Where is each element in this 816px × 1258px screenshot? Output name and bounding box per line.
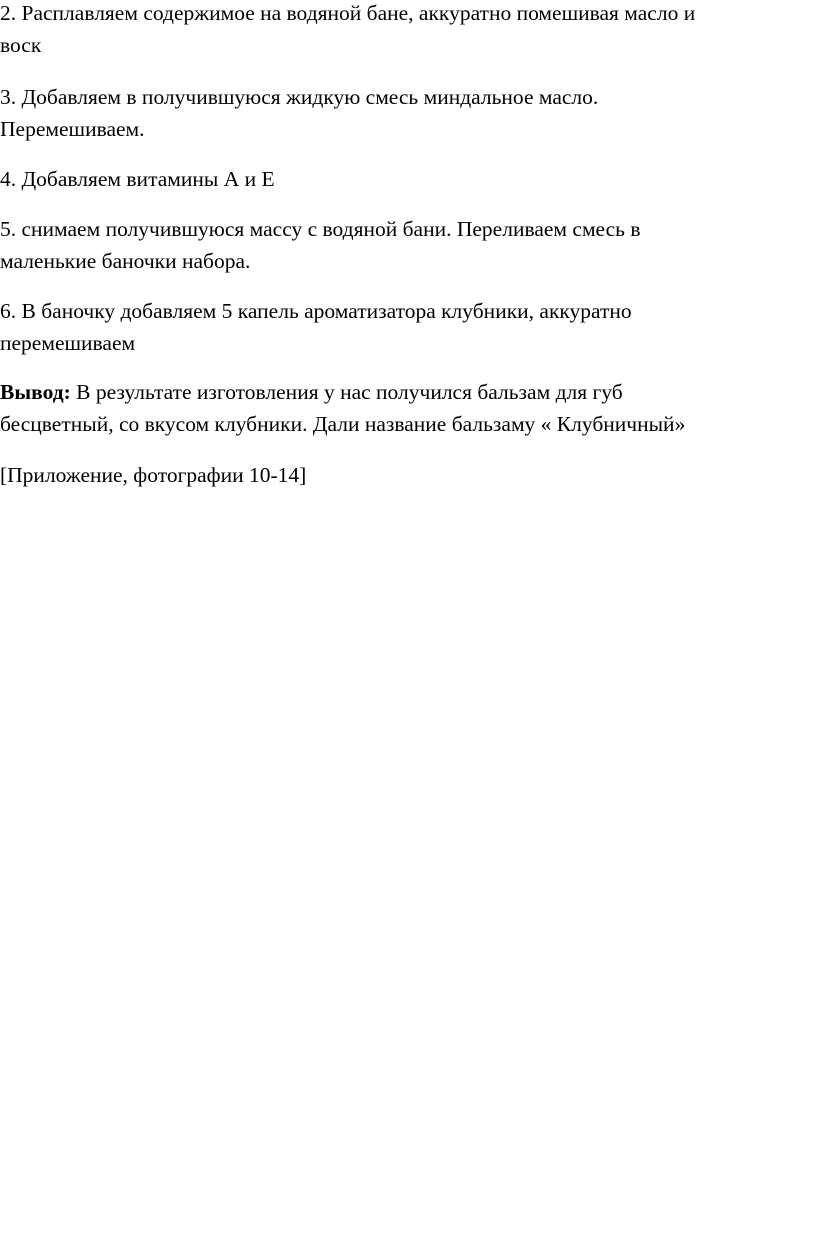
conclusion-line-1: В результате изготовления у нас получился бальзам для губ	[70, 380, 623, 404]
conclusion-line-2: бесцветный, со вкусом клубники. Дали название бальзаму « Клубничный»	[0, 411, 686, 436]
step-6-line-1: 6. В баночку добавляем 5 капель ароматизатора клубники, аккуратно	[0, 299, 632, 323]
step-6-line-2: перемешиваем	[0, 330, 136, 355]
step-6-paragraph	[0, 296, 812, 359]
step-4-line-1: 4. Добавляем витамины А и Е	[0, 167, 275, 191]
step-3-paragraph	[0, 82, 812, 145]
appendix-note	[0, 460, 812, 492]
step-2-line-1: 2. Расплавляем содержимое на водяной бане, аккуратно помешивая масло и	[0, 1, 696, 25]
conclusion-paragraph	[0, 377, 812, 440]
conclusion-label: Вывод:	[0, 380, 71, 404]
step-5-line-2: маленькие баночки набора.	[0, 248, 251, 273]
step-2-paragraph	[0, 0, 812, 61]
step-3-line-1: 3. Добавляем в получившуюся жидкую смесь миндальное масло.	[0, 85, 599, 109]
step-2-line-2: воск	[0, 32, 42, 57]
step-5-paragraph	[0, 214, 812, 277]
step-5-line-1: 5. снимаем получившуюся массу с водяной бани. Переливаем смесь в	[0, 217, 641, 241]
step-4-paragraph	[0, 164, 812, 196]
appendix-note-text: [Приложение, фотографии 10-14]	[0, 463, 307, 487]
step-3-line-2: Перемешиваем.	[0, 116, 145, 141]
